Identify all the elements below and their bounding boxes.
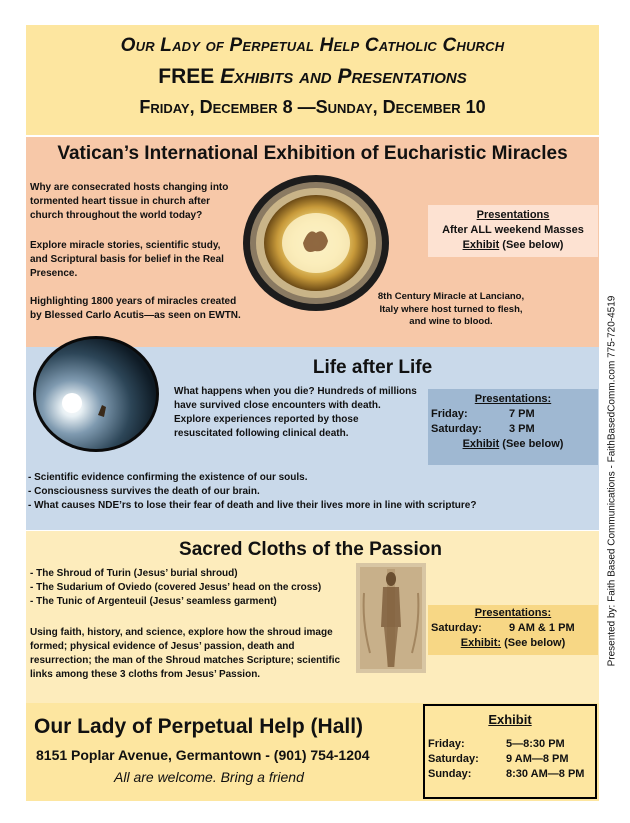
section2-exhibit-line bbox=[428, 437, 598, 452]
section1-presentations-box bbox=[428, 205, 598, 257]
section3-title: Sacred Cloths of the Passion bbox=[179, 539, 442, 560]
section3-saturday-row bbox=[428, 621, 598, 636]
section1-presentations-line: After ALL weekend Masses bbox=[442, 224, 584, 236]
section2-intro: What happens when you die? Hundreds of millions have survived close encounters with death. Explore experiences reported by those resuscitated following clinical death. bbox=[174, 386, 417, 439]
headline bbox=[26, 65, 599, 89]
section1-para-3: Highlighting 1800 years of miracles created by Blessed Carlo Acutis—as seen on EWTN. bbox=[30, 296, 241, 321]
section3-item-3: - The Tunic of Argenteuil (Jesus’ seamless garment) bbox=[30, 596, 277, 607]
exhibit-hours-box bbox=[423, 704, 597, 799]
free-label: FREE bbox=[158, 65, 215, 88]
section2-friday-label: Friday: bbox=[431, 408, 468, 420]
section2-presentations-box bbox=[428, 389, 598, 465]
section1-para-1: Why are consecrated hosts changing into tormented heart tissue in church after church throughout the world today? bbox=[30, 182, 229, 221]
lanciano-host-image bbox=[241, 173, 391, 313]
section3-exhibit-line bbox=[428, 636, 598, 651]
exhibit-day-saturday: Saturday: bbox=[428, 753, 479, 765]
exhibits-label: Exhibits and Presentations bbox=[220, 65, 467, 88]
exhibit-time-friday: 5—8:30 PM bbox=[506, 738, 565, 750]
section2-bullet-2: - Consciousness survives the death of our brain. bbox=[28, 486, 260, 497]
section3-see-below: (See below) bbox=[501, 637, 566, 649]
exhibit-day-friday: Friday: bbox=[428, 738, 465, 750]
section2-friday-time: 7 PM bbox=[509, 408, 535, 420]
exhibit-time-sunday: 8:30 AM—8 PM bbox=[506, 768, 585, 780]
section2-saturday-label: Saturday: bbox=[431, 423, 482, 435]
section2-bullet-1: - Scientific evidence confirming the existence of our souls. bbox=[28, 472, 308, 483]
section2-see-below: (See below) bbox=[499, 438, 564, 450]
section1-exhibit-line bbox=[428, 238, 598, 253]
section3-presentations-title: Presentations: bbox=[474, 607, 552, 619]
section-sacred-cloths bbox=[26, 531, 599, 703]
shroud-of-turin-image bbox=[356, 563, 426, 673]
section3-item-2: - The Sudarium of Oviedo (covered Jesus’ head on the cross) bbox=[30, 582, 322, 593]
exhibit-row-saturday bbox=[428, 752, 595, 767]
section3-saturday-time: 9 AM & 1 PM bbox=[509, 622, 575, 634]
section3-para: Using faith, history, and science, explore how the shroud image formed; physical evidence of Jesus’ passion, death and resurrection; the man of the Shroud matches Scripture; scientific links among these 3 cloths from Jesus’ Passion. bbox=[30, 627, 341, 680]
section2-saturday-time: 3 PM bbox=[509, 423, 535, 435]
credit-vertical bbox=[603, 264, 621, 698]
section2-presentations-title: Presentations: bbox=[474, 393, 552, 405]
section3-exhibit-label: Exhibit: bbox=[460, 637, 502, 649]
exhibit-row-sunday bbox=[428, 767, 595, 782]
exhibit-day-sunday: Sunday: bbox=[428, 768, 472, 780]
section-eucharistic-miracles bbox=[26, 137, 599, 347]
church-name: Our Lady of Perpetual Help Catholic Church bbox=[120, 35, 505, 56]
section2-friday-row bbox=[428, 407, 598, 422]
exhibit-hours-title: Exhibit bbox=[488, 712, 532, 727]
credit-text: Presented by: Faith Based Communications - FaithBasedComm.com 775-720-4519 bbox=[606, 295, 618, 667]
section2-bullet-3: - What causes NDE’rs to lose their fear of death and live their lives more in line with scripture? bbox=[28, 500, 477, 511]
venue-name: Our Lady of Perpetual Help (Hall) bbox=[34, 715, 364, 738]
section3-item-1: - The Shroud of Turin (Jesus’ burial shroud) bbox=[30, 568, 238, 579]
footer-venue bbox=[26, 703, 599, 801]
section3-presentations-box bbox=[428, 605, 598, 655]
event-dates: Friday, December 8 —Sunday, December 10 bbox=[139, 97, 486, 117]
header-banner bbox=[26, 25, 599, 135]
section1-title: Vatican’s International Exhibition of Eucharistic Miracles bbox=[57, 143, 568, 164]
section1-presentations-title: Presentations bbox=[476, 209, 550, 221]
lanciano-caption: 8th Century Miracle at Lanciano, Italy where host turned to flesh, and wine to blood. bbox=[377, 291, 525, 327]
section1-exhibit-label: Exhibit bbox=[462, 239, 500, 251]
section2-exhibit-label: Exhibit bbox=[462, 438, 500, 450]
welcome-line: All are welcome. Bring a friend bbox=[114, 769, 304, 785]
section2-saturday-row bbox=[428, 422, 598, 437]
venue-address: 8151 Poplar Avenue, Germantown - (901) 754-1204 bbox=[36, 747, 370, 763]
section3-saturday-label: Saturday: bbox=[431, 622, 482, 634]
section2-title: Life after Life bbox=[312, 357, 433, 378]
section-life-after-life bbox=[26, 347, 599, 530]
section1-para-2: Explore miracle stories, scientific study, and Scriptural basis for belief in the Real Presence. bbox=[30, 240, 224, 279]
exhibit-row-friday bbox=[428, 737, 595, 752]
tunnel-of-light-image bbox=[32, 335, 160, 453]
exhibit-time-saturday: 9 AM—8 PM bbox=[506, 753, 569, 765]
section1-see-below: (See below) bbox=[499, 239, 564, 251]
